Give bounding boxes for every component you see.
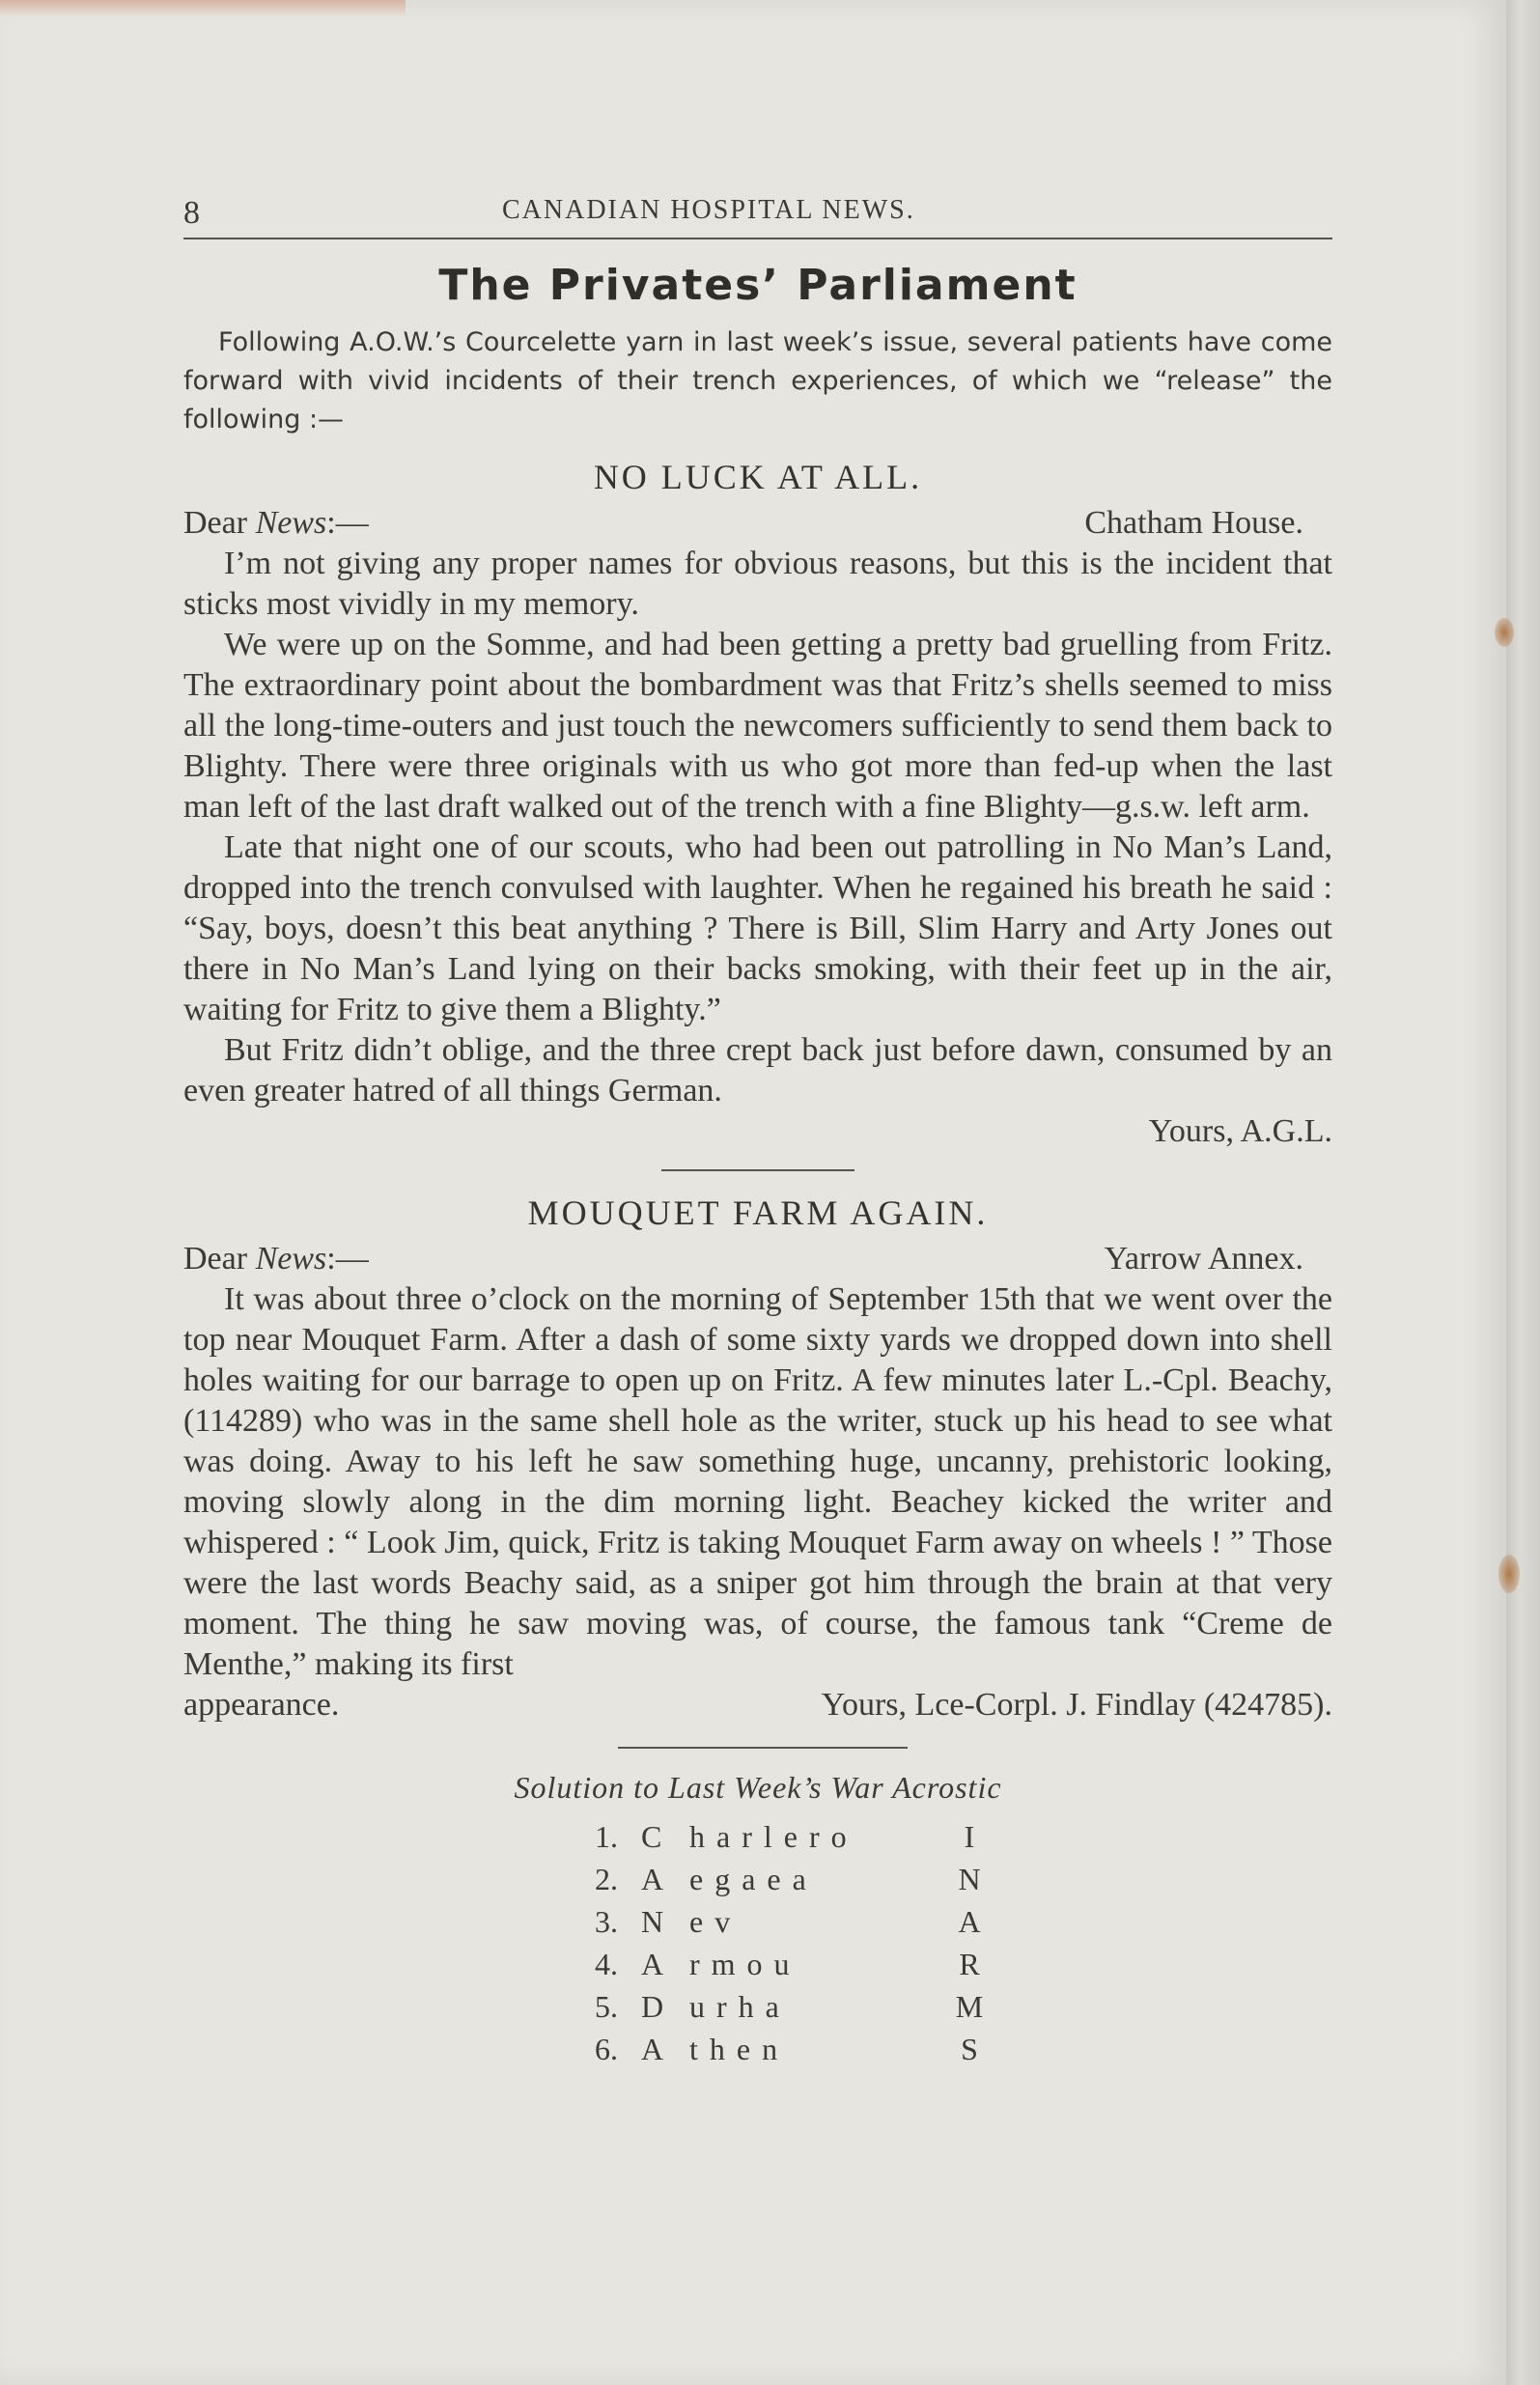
letter-signoff: Yours, A.G.L. xyxy=(1148,1113,1332,1149)
acrostic-number: 1. xyxy=(595,1819,618,1854)
acrostic-last-letter: S xyxy=(961,2032,978,2066)
letter-last-word: appearance. xyxy=(183,1687,340,1723)
salutation xyxy=(183,1239,369,1279)
acrostic-last-letter: A xyxy=(958,1904,981,1939)
running-title: CANADIAN HOSPITAL NEWS. xyxy=(502,195,915,225)
acrostic-number: 2. xyxy=(595,1862,618,1896)
acrostic-first-letter: D xyxy=(641,1989,664,2024)
acrostic-last-letter: I xyxy=(964,1819,975,1854)
acrostic-middle: harlero xyxy=(689,1819,858,1854)
article-intro: Following A.O.W.’s Courcelette yarn in last week’s issue, several patients have come forward with vivid incidents of their trench experiences, of which we “release” the following :— xyxy=(183,327,1332,435)
corner-tab xyxy=(0,0,406,17)
salutation-prefix: Dear xyxy=(183,505,256,541)
article-body xyxy=(183,261,1332,2070)
salutation-prefix: Dear xyxy=(183,1241,256,1277)
salutation xyxy=(183,503,369,544)
acrostic-middle: egaea xyxy=(689,1862,818,1896)
salutation-paper: News xyxy=(255,505,327,541)
letter-paragraph: But Fritz didn’t oblige, and the three crept back just before dawn, consumed by an even greater hatred of all things German. xyxy=(183,1032,1332,1108)
stain-mark xyxy=(1498,1555,1520,1593)
salutation-row xyxy=(183,503,1332,544)
acrostic-row xyxy=(550,1985,998,2028)
acrostic-rows xyxy=(550,1815,998,2070)
acrostic-first-letter: C xyxy=(641,1819,662,1854)
acrostic-middle: ev xyxy=(689,1904,742,1939)
acrostic-last-letter: N xyxy=(958,1862,981,1896)
acrostic-table xyxy=(550,1815,998,2070)
salutation-row xyxy=(183,1239,1332,1279)
letter-heading: MOUQUET FARM AGAIN. xyxy=(527,1193,989,1232)
acrostic-row xyxy=(550,1943,998,1985)
acrostic-last-letter: M xyxy=(955,1989,984,2024)
acrostic-number: 4. xyxy=(595,1947,618,1981)
header-rule xyxy=(183,238,1332,239)
letter-location: Chatham House. xyxy=(1084,505,1303,541)
acrostic-row xyxy=(550,1858,998,1900)
letter-signoff: Yours, Lce-Corpl. J. Findlay (424785). xyxy=(821,1687,1332,1723)
letter-paragraph: I’m not giving any proper names for obvious reasons, but this is the incident that sticks most vividly in my memory. xyxy=(183,546,1332,622)
acrostic-first-letter: A xyxy=(641,2032,664,2066)
page-edge xyxy=(1506,0,1540,2385)
acrostic-row xyxy=(550,2028,998,2070)
acrostic-middle: then xyxy=(689,2032,790,2066)
acrostic-title: Solution to Last Week’s War Acrostic xyxy=(514,1770,1002,1805)
page-number: 8 xyxy=(183,195,200,231)
salutation-suffix: :— xyxy=(326,1241,369,1277)
acrostic-middle: rmou xyxy=(689,1947,801,1981)
acrostic-row xyxy=(550,1900,998,1943)
letter-location: Yarrow Annex. xyxy=(1104,1241,1303,1277)
acrostic-last-letter: R xyxy=(959,1947,980,1981)
letter-closing-row xyxy=(183,1685,1332,1726)
salutation-paper: News xyxy=(255,1241,327,1277)
acrostic-first-letter: N xyxy=(641,1904,664,1939)
acrostic-number: 6. xyxy=(595,2032,618,2066)
section-divider xyxy=(661,1169,854,1171)
letter-paragraph: We were up on the Somme, and had been getting a pretty bad gruelling from Fritz. The extraordinary point about the bombardment was that Fritz’s shells seemed to miss all the long-time-outers and just touch the newcomers sufficiently to send them back to Blighty. There were three originals with us who got more than fed-up when the last man left of the last draft walked out of the trench with a fine Blighty—g.s.w. left arm. xyxy=(183,627,1332,825)
acrostic-number: 5. xyxy=(595,1989,618,2024)
letter-paragraph: It was about three o’clock on the morning of September 15th that we went over the top near Mouquet Farm. After a dash of some sixty yards we dropped down into shell holes waiting for our barrage to open up on Fritz. A few minutes later L.-Cpl. Beachy, (114289) who was in the same shell hole as the writer, stuck up his head to see what was doing. Away to his left he saw something huge, uncanny, prehistoric looking, moving slowly along in the dim morning light. Beachey kicked the writer and whispered : “ Look Jim, quick, Fritz is taking Mouquet Farm away on wheels ! ” Those were the last words Beachy said, as a sniper got him through the brain at that very moment. The thing he saw moving was, of course, the famous tank “Creme de Menthe,” making its first xyxy=(183,1281,1332,1682)
acrostic-row xyxy=(550,1815,998,1858)
letter-paragraph: Late that night one of our scouts, who had been out patrolling in No Man’s Land, dropped into the trench convulsed with laughter. When he regained his breath he said : “Say, boys, doesn’t this beat anything ? There is Bill, Slim Harry and Arty Jones out there in No Man’s Land lying on their backs smoking, with their feet up in the air, waiting for Fritz to give them a Blighty.” xyxy=(183,829,1332,1027)
acrostic-first-letter: A xyxy=(641,1862,664,1896)
acrostic-number: 3. xyxy=(595,1904,618,1939)
section-divider xyxy=(618,1747,908,1749)
article-title: The Privates’ Parliament xyxy=(438,261,1078,310)
stain-mark xyxy=(1495,618,1514,647)
acrostic-middle: urha xyxy=(689,1989,791,2024)
page-header xyxy=(183,189,1332,238)
acrostic-first-letter: A xyxy=(641,1947,664,1981)
letter-heading: NO LUCK AT ALL. xyxy=(593,458,923,496)
salutation-suffix: :— xyxy=(326,505,369,541)
